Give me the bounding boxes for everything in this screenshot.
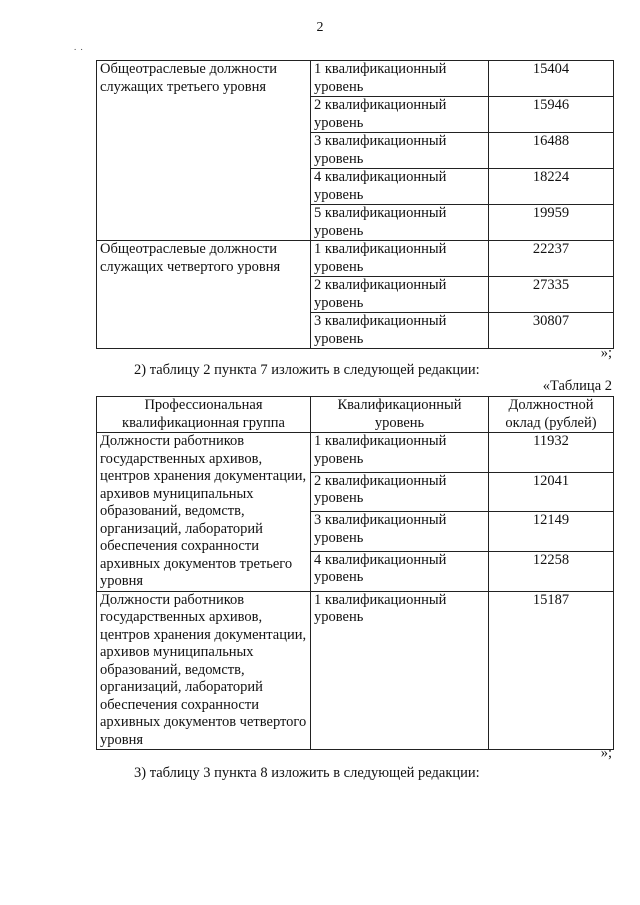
qualification-level-cell: 5 квалификационный уровень (311, 205, 489, 241)
qualification-level-cell: 1 квалификационный уровень (311, 61, 489, 97)
table-row (97, 433, 614, 473)
position-group-cell: Общеотраслевые должности служащих третьего уровня (97, 61, 311, 241)
salary-cell: 30807 (489, 313, 614, 349)
qualification-level-cell: 3 квалификационный уровень (311, 313, 489, 349)
qualification-level-cell: 1 квалификационный уровень (311, 591, 489, 750)
salary-cell: 18224 (489, 169, 614, 205)
table-row (97, 591, 614, 750)
qualification-level-cell: 2 квалификационный уровень (311, 277, 489, 313)
salary-cell: 12149 (489, 512, 614, 552)
salary-table-archive-positions (96, 396, 614, 750)
salary-cell: 16488 (489, 133, 614, 169)
header-salary: Должностной оклад (рублей) (489, 397, 614, 433)
qualification-level-cell: 3 квалификационный уровень (311, 133, 489, 169)
salary-cell: 19959 (489, 205, 614, 241)
header-level: Квалификационный уровень (311, 397, 489, 433)
table-caption: «Таблица 2 (542, 378, 612, 394)
page-number: 2 (316, 20, 324, 35)
position-group-cell: Общеотраслевые должности служащих четвертого уровня (97, 241, 311, 349)
qualification-level-cell: 1 квалификационный уровень (311, 433, 489, 473)
table-row (97, 61, 614, 97)
salary-cell: 11932 (489, 433, 614, 473)
amendment-paragraph-3: 3) таблицу 3 пункта 8 изложить в следующей редакции: (134, 765, 480, 781)
scan-marks: . . (74, 42, 84, 52)
qualification-level-cell: 4 квалификационный уровень (311, 551, 489, 591)
qualification-level-cell: 2 квалификационный уровень (311, 472, 489, 512)
qualification-level-cell: 4 квалификационный уровень (311, 169, 489, 205)
position-group-cell: Должности работников государственных архивов, центров хранения документации, архивов муниципальных образований, ведомств, организаций, лабораторий обеспечения сохранности архивных документов четвертого уровня (97, 591, 311, 750)
salary-cell: 15404 (489, 61, 614, 97)
salary-cell: 12041 (489, 472, 614, 512)
table-closing-mark-2: »; (600, 745, 612, 761)
amendment-paragraph-2: 2) таблицу 2 пункта 7 изложить в следующей редакции: (134, 362, 480, 378)
qualification-level-cell: 3 квалификационный уровень (311, 512, 489, 552)
salary-cell: 15187 (489, 591, 614, 750)
salary-cell: 15946 (489, 97, 614, 133)
header-group: Профессиональная квалификационная группа (97, 397, 311, 433)
salary-cell: 22237 (489, 241, 614, 277)
salary-cell: 27335 (489, 277, 614, 313)
qualification-level-cell: 1 квалификационный уровень (311, 241, 489, 277)
salary-table-general-positions (96, 60, 614, 349)
table-row (97, 241, 614, 277)
table-closing-mark: »; (600, 345, 612, 361)
salary-cell: 12258 (489, 551, 614, 591)
qualification-level-cell: 2 квалификационный уровень (311, 97, 489, 133)
table-header-row (97, 397, 614, 433)
position-group-cell: Должности работников государственных архивов, центров хранения документации, архивов муниципальных образований, ведомств, организаций, лабораторий обеспечения сохранности архивных документов третьего уровня (97, 433, 311, 592)
